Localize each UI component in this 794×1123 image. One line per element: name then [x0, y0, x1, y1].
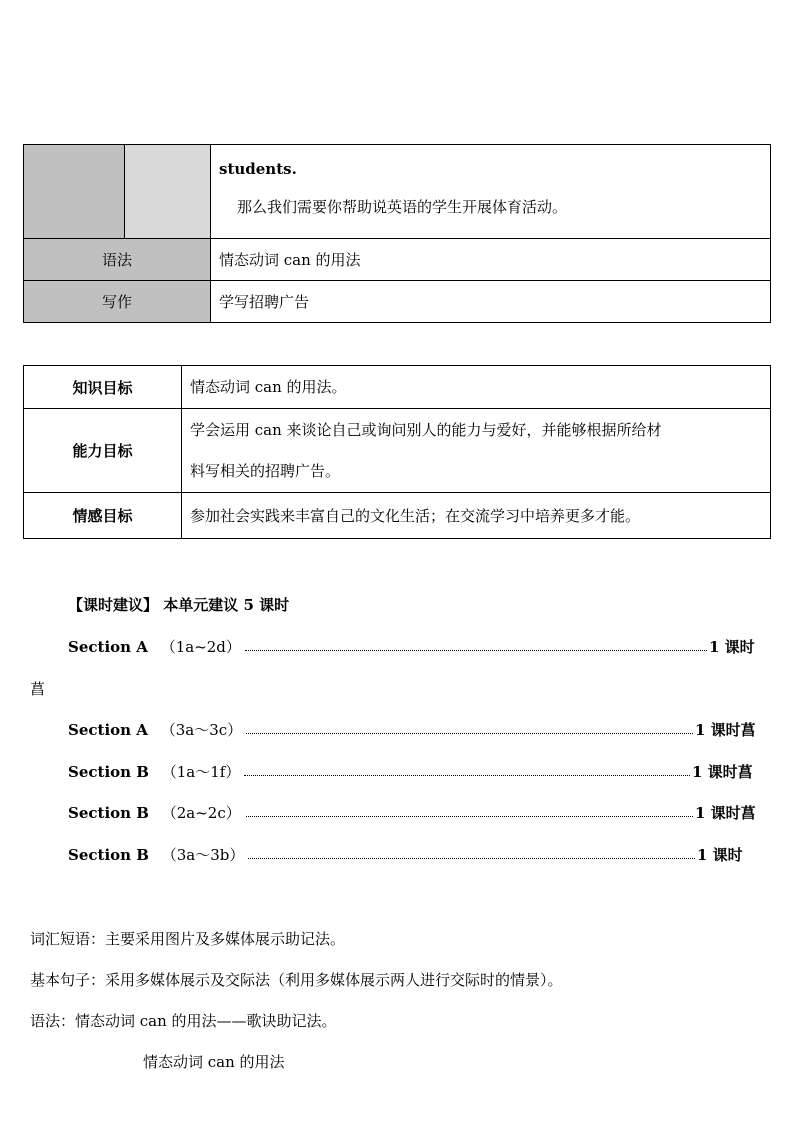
method-grammar: 语法：情态动词 can 的用法——歌诀助记法。 — [30, 1012, 337, 1030]
section-range: （1a~2d） — [160, 638, 241, 656]
schedule-item-5 — [68, 844, 244, 865]
goal-label-ability: 能力目标 — [24, 409, 182, 493]
row-content-writing: 学写招聘广告 — [211, 281, 771, 323]
row-label-writing: 写作 — [24, 281, 211, 323]
section-range: （3a～3c） — [160, 721, 243, 739]
lesson-content-table — [23, 144, 771, 323]
method-sentences: 基本句子：采用多媒体展示及交际法（利用多媒体展示两人进行交际时的情景）。 — [30, 971, 563, 989]
section-label: Section A — [68, 721, 148, 739]
schedule-hours-4 — [695, 802, 756, 823]
method-vocab: 词汇短语：主要采用图片及多媒体展示助记法。 — [30, 930, 346, 948]
leader-dots — [245, 650, 707, 651]
content-cell-students — [211, 145, 771, 239]
leader-dots — [246, 733, 693, 734]
schedule-item-2 — [68, 719, 242, 740]
schedule-item-1 — [68, 636, 241, 657]
grammar-subtitle: 情态动词 can 的用法 — [143, 1053, 285, 1071]
hours-text: 1 课时 — [695, 804, 741, 822]
schedule-hours-3 — [692, 761, 753, 782]
goal-text-knowledge: 情态动词 can 的用法。 — [182, 366, 771, 409]
leader-dots — [244, 775, 690, 776]
stray-glyph: 菖 — [740, 721, 756, 739]
section-label: Section B — [68, 763, 149, 781]
section-range: （1a～1f） — [161, 763, 241, 781]
schedule-hours-1: 1 课时 — [709, 638, 755, 656]
students-line: students. — [219, 160, 297, 178]
goals-table — [23, 365, 771, 539]
stray-glyph: 菖 — [30, 680, 46, 698]
row-content-grammar: 情态动词 can 的用法 — [211, 239, 771, 281]
section-label: Section B — [68, 804, 149, 822]
empty-shaded-cell-2 — [125, 145, 211, 239]
section-label: Section A — [68, 638, 148, 656]
section-range: （3a～3b） — [161, 846, 245, 864]
stray-glyph: 菖 — [737, 763, 753, 781]
goal-text-emotion: 参加社会实践来丰富自己的文化生活；在交流学习中培养更多才能。 — [182, 493, 771, 539]
schedule-item-3 — [68, 761, 240, 782]
goal-text-ability-line1: 学会运用 can 来谈论自己或询问别人的能力与爱好，并能够根据所给材 — [190, 420, 662, 439]
goal-text-ability — [182, 409, 771, 493]
goal-text-ability-line2: 料写相关的招聘广告。 — [190, 461, 341, 480]
hours-text: 1 课时 — [695, 721, 741, 739]
students-translation: 那么我们需要你帮助说英语的学生开展体育活动。 — [237, 198, 568, 216]
leader-dots — [248, 858, 695, 859]
goal-label-knowledge: 知识目标 — [24, 366, 182, 409]
hours-text: 1 课时 — [692, 763, 738, 781]
section-label: Section B — [68, 846, 149, 864]
row-label-grammar: 语法 — [24, 239, 211, 281]
schedule-heading: 【课时建议】 本单元建议 5 课时 — [68, 596, 290, 614]
empty-shaded-cell — [24, 145, 125, 239]
schedule-hours-5: 1 课时 — [697, 846, 743, 864]
section-range: （2a~2c） — [161, 804, 241, 822]
stray-glyph: 菖 — [740, 804, 756, 822]
schedule-item-4 — [68, 802, 241, 823]
leader-dots — [246, 816, 693, 817]
goal-label-emotion: 情感目标 — [24, 493, 182, 539]
schedule-hours-2 — [695, 719, 756, 740]
